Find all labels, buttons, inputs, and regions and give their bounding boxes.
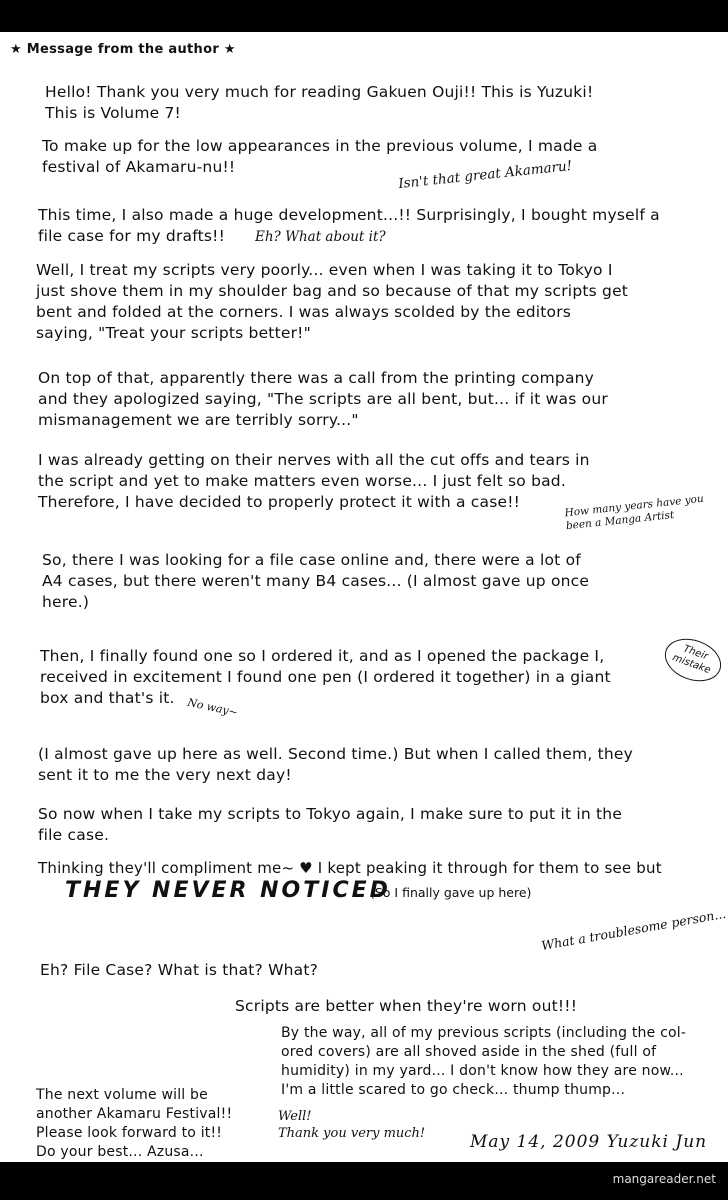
paragraph-compliment: Thinking they'll compliment me~ ♥ I kept peaking it through for them to see but xyxy=(38,859,662,877)
aside-what-about-it: Eh? What about it? xyxy=(255,229,386,245)
paragraph-worn-out: Scripts are better when they're worn out!!! xyxy=(235,997,578,1015)
page-heading: ★ Message from the author ★ xyxy=(10,42,236,57)
paragraph-protect-case: I was already getting on their nerves with all the cut offs and tears in the script and yet to make matters even worse... I just felt so bad. Therefore, I have decided to properly protect it with a case!! xyxy=(38,451,590,511)
author-signature: May 14, 2009 Yuzuki Jun xyxy=(470,1132,708,1152)
top-black-bar xyxy=(0,0,728,32)
paragraph-looking-online: So, there I was looking for a file case online and, there were a lot of A4 cases, but there weren't many B4 cases... (I almost gave up once here.) xyxy=(42,551,590,611)
gave-up-note: (So I finally gave up here) xyxy=(370,885,532,900)
they-never-noticed: THEY NEVER NOTICED xyxy=(65,878,391,903)
aside-their-mistake-bubble: Their mistake xyxy=(659,631,727,688)
paragraph-treat-scripts: Well, I treat my scripts very poorly... even when I was taking it to Tokyo I just shove them in my shoulder bag and so because of that my scripts get bent and folded at the corners. I was always scolded by the editors saying, "Treat your scripts better!" xyxy=(36,261,629,342)
paragraph-greeting: Hello! Thank you very much for reading Gakuen Ouji!! This is Yuzuki! This is Volume 7! xyxy=(45,83,594,122)
paragraph-package: Then, I finally found one so I ordered it, and as I opened the package I, received in excitement I found one pen (I ordered it together) in a giant box and that's it. xyxy=(40,647,611,707)
paragraph-called-them: (I almost gave up here as well. Second time.) But when I called them, they sent it to me the very next day! xyxy=(38,745,633,784)
paragraph-what-is-that: Eh? File Case? What is that? What? xyxy=(40,961,319,979)
paragraph-printing-company: On top of that, apparently there was a call from the printing company and they apologized saying, "The scripts are all bent, but... if it was our mismanagement we are terribly sorry..." xyxy=(38,369,608,429)
aside-manga-years: How many years have you been a Manga Artist xyxy=(564,492,705,533)
paragraph-festival: To make up for the low appearances in the previous volume, I made a festival of Akamaru-nu!! xyxy=(42,137,598,176)
paragraph-next-volume: The next volume will be another Akamaru Festival!! Please look forward to it!! Do your best... Azusa... xyxy=(36,1087,233,1160)
aside-great-akamaru: Isn't that great Akamaru! xyxy=(397,157,573,193)
paragraph-by-the-way: By the way, all of my previous scripts (including the col- ored covers) are all shoved aside in the shed (full of humidity) in my yard... I don't know how they are now... I'm a little scared to go check... thump thump... xyxy=(281,1025,687,1098)
aside-no-way: No way~ xyxy=(186,695,239,720)
aside-troublesome-person: What a troublesome person... xyxy=(540,905,728,954)
paragraph-file-case: So now when I take my scripts to Tokyo again, I make sure to put it in the file case. xyxy=(38,805,623,844)
watermark: mangareader.net xyxy=(612,1172,716,1186)
aside-thank-you: Well! Thank you very much! xyxy=(278,1109,426,1141)
paragraph-development: This time, I also made a huge development...!! Surprisingly, I bought myself a file case for my drafts!! xyxy=(38,206,660,245)
